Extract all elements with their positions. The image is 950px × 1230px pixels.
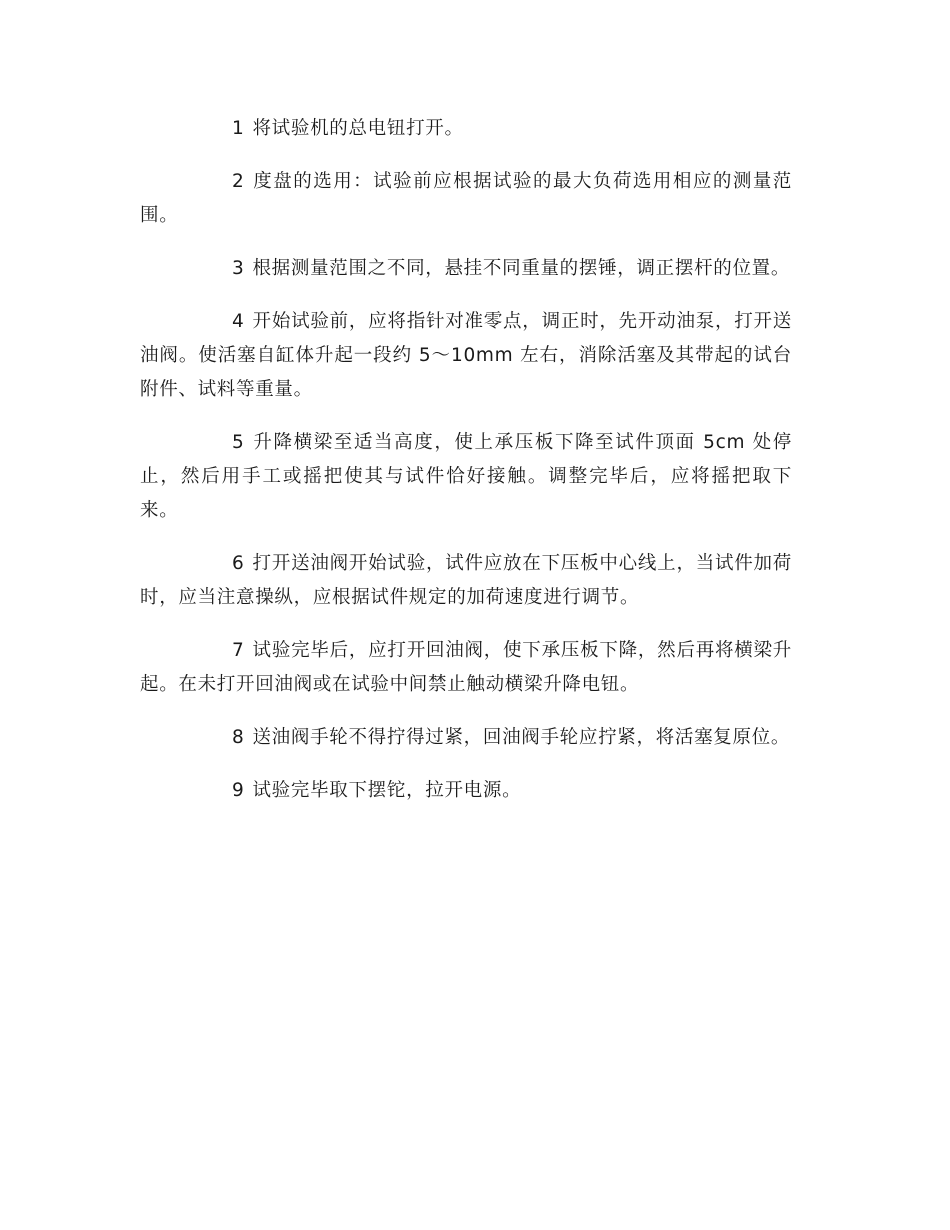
paragraph-number: 7 (232, 640, 245, 661)
paragraph-text: 根据测量范围之不同，悬挂不同重量的摆锤，调正摆杆的位置。 (252, 258, 791, 279)
paragraph-number: 6 (232, 553, 245, 574)
paragraph-text: 试验完毕取下摆铊，拉开电源。 (252, 780, 522, 801)
paragraph-number: 3 (232, 258, 245, 279)
paragraph-9 (140, 774, 792, 808)
paragraph-text: 度盘的选用：试验前应根据试验的最大负荷选用相应的测量范围。 (140, 171, 792, 226)
paragraph-text: 打开送油阀开始试验，试件应放在下压板中心线上，当试件加荷时，应当注意操纵，应根据试件规定的加荷速度进行调节。 (140, 553, 792, 608)
paragraph-text: 将试验机的总电钮打开。 (252, 118, 464, 139)
paragraph-4 (140, 305, 792, 407)
paragraph-number: 1 (232, 118, 245, 139)
paragraph-2 (140, 165, 792, 233)
paragraph-number: 9 (232, 780, 245, 801)
paragraph-number: 8 (232, 727, 245, 748)
paragraph-3 (140, 252, 792, 286)
document-body (140, 112, 792, 827)
paragraph-text: 试验完毕后，应打开回油阀，使下承压板下降，然后再将横梁升起。在未打开回油阀或在试验中间禁止触动横梁升降电钮。 (140, 640, 792, 695)
paragraph-text: 开始试验前，应将指针对准零点，调正时，先开动油泵，打开送油阀。使活塞自缸体升起一段约 5～10mm 左右，消除活塞及其带起的试台附件、试料等重量。 (140, 311, 792, 400)
paragraph-text: 送油阀手轮不得拧得过紧，回油阀手轮应拧紧，将活塞复原位。 (252, 727, 791, 748)
paragraph-5 (140, 426, 792, 528)
paragraph-text: 升降横梁至适当高度，使上承压板下降至试件顶面 5cm 处停止，然后用手工或摇把使其与试件恰好接触。调整完毕后，应将摇把取下来。 (140, 432, 792, 521)
paragraph-8 (140, 721, 792, 755)
paragraph-number: 2 (232, 171, 245, 192)
paragraph-number: 5 (232, 432, 245, 453)
paragraph-7 (140, 634, 792, 702)
paragraph-1 (140, 112, 792, 146)
paragraph-number: 4 (232, 311, 245, 332)
paragraph-6 (140, 547, 792, 615)
